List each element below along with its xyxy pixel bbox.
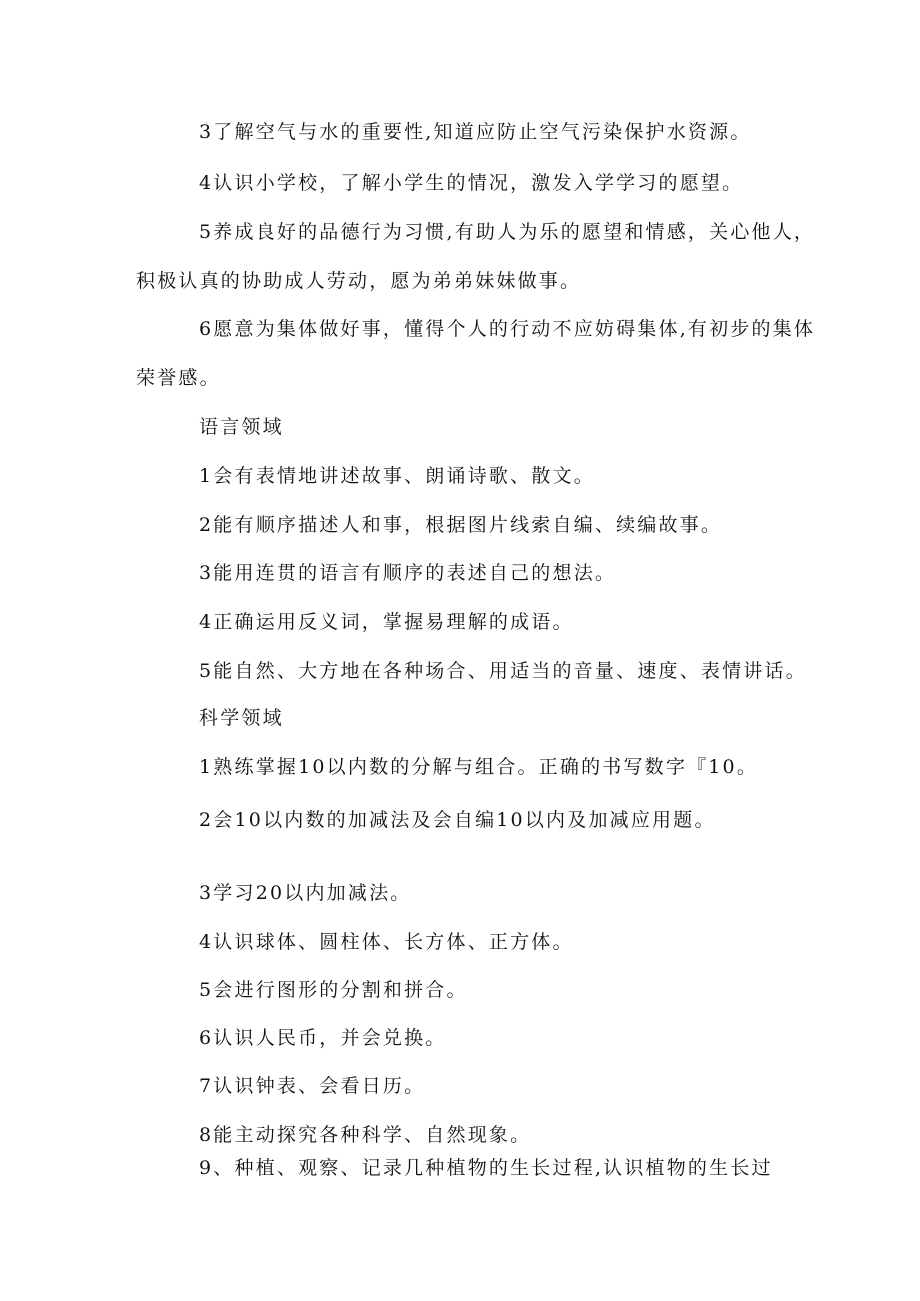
paragraph-line: 3能用连贯的语言有顺序的表述自己的想法。 [199,562,617,584]
section-heading: 语言领域 [199,416,284,438]
paragraph-line: 5会进行图形的分割和拼合。 [199,979,468,1001]
paragraph-line: 8能主动探究各种科学、自然现象。 [199,1124,532,1146]
paragraph-line: 1会有表情地讲述故事、朗诵诗歌、散文。 [199,465,595,487]
paragraph-line: 积极认真的协助成人劳动，愿为弟弟妹妹做事。 [136,270,582,292]
paragraph-line: 4认识小学校，了解小学生的情况，激发入学学习的愿望。 [199,172,744,194]
paragraph-line: 3了解空气与水的重要性,知道应防止空气污染保护水资源。 [199,121,752,143]
paragraph-line: 3学习20以内加减法。 [199,882,412,904]
paragraph-line: 6认识人民币，并会兑换。 [199,1027,447,1049]
paragraph-line: 4正确运用反义词，掌握易理解的成语。 [199,611,574,633]
paragraph-line: 6愿意为集体做好事，懂得个人的行动不应妨碍集体,有初步的集体 [199,318,816,340]
paragraph-line: 荣誉感。 [136,367,221,389]
section-heading: 科学领域 [199,707,284,729]
paragraph-line: 9、种植、观察、记录几种植物的生长过程,认识植物的生长过 [199,1157,773,1179]
paragraph-line: 5能自然、大方地在各种场合、用适当的音量、速度、表情讲话。 [199,660,807,682]
paragraph-line: 4认识球体、圆柱体、长方体、正方体。 [199,931,574,953]
paragraph-line: 2会10以内数的加减法及会自编10以内及加减应用题。 [199,809,716,831]
paragraph-line: 2能有顺序描述人和事，根据图片线索自编、续编故事。 [199,514,723,536]
paragraph-line: 5养成良好的品德行为习惯,有助人为乐的愿望和情感，关心他人， [199,221,816,243]
paragraph-line: 1熟练掌握10以内数的分解与组合。正确的书写数字『10。 [199,756,759,778]
paragraph-line: 7认识钟表、会看日历。 [199,1075,426,1097]
